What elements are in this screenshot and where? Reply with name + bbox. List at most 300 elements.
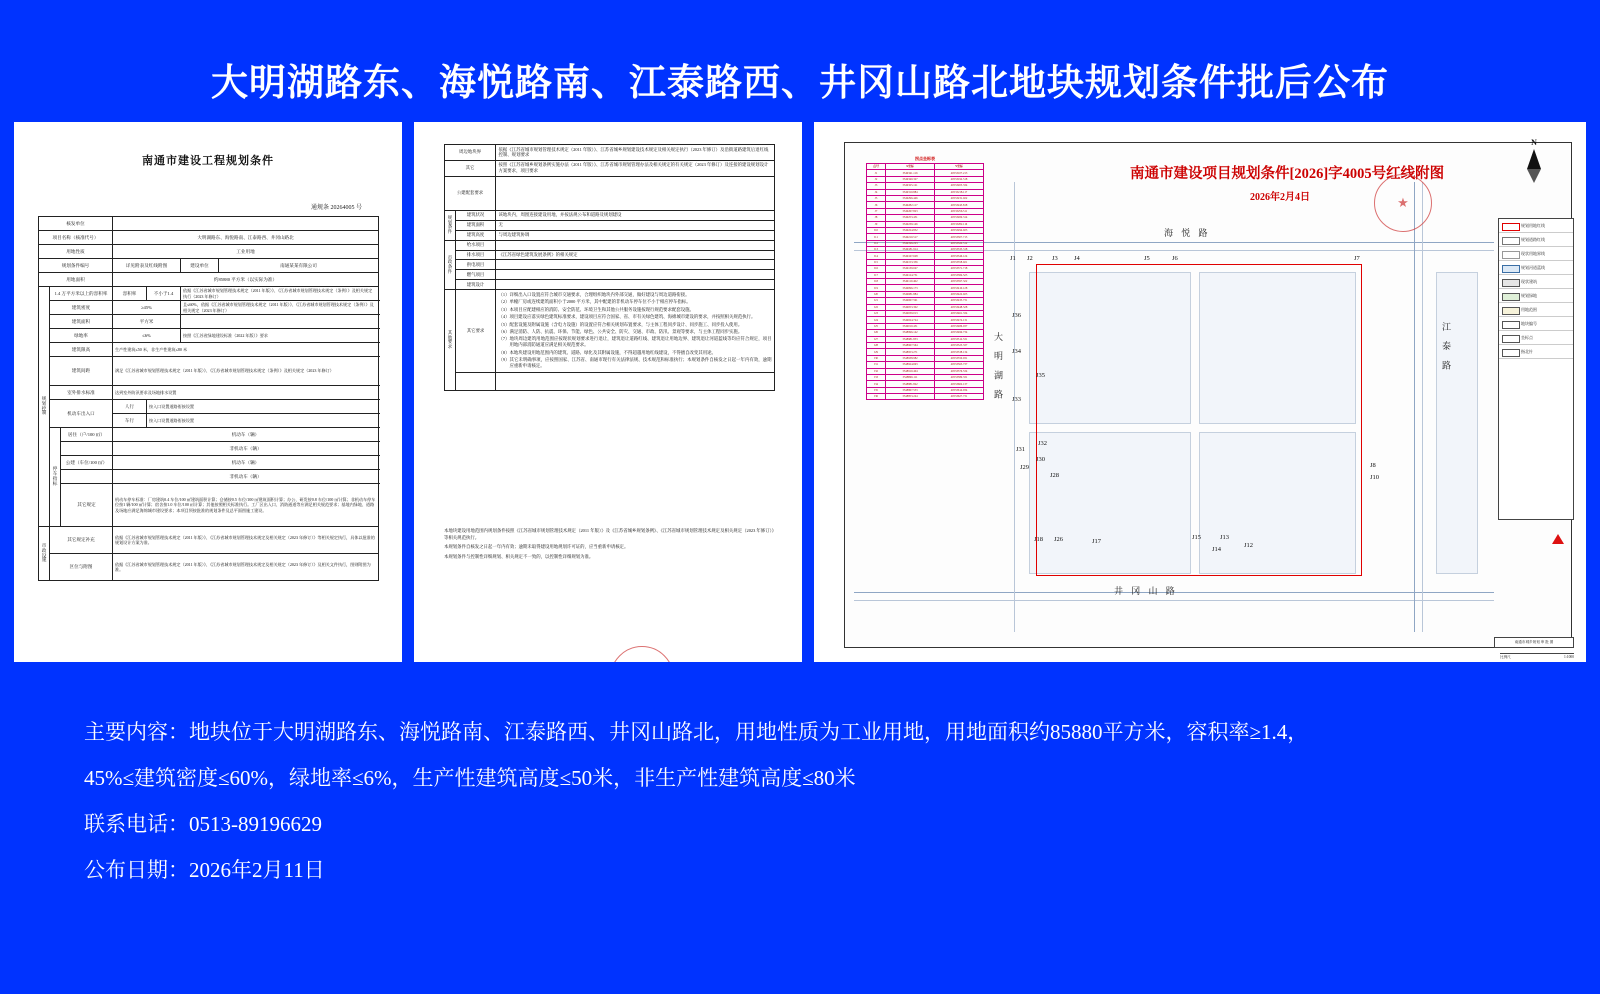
map-title: 南通市建设项目规划条件[2026]字4005号红线附图 (1130, 166, 1445, 182)
coord-cell-id: J36 (867, 394, 886, 400)
list-item: （5） 配套设施及附属设施（含电力设施）的设置应符合相关规划布置要求，与主体工程同步设计、同步施工、同步投入使用。 (498, 321, 743, 327)
coord-cell-y: 40533448.528 (935, 304, 984, 310)
map-seal-star-icon: ★ (1397, 195, 1409, 210)
parking-residential-motor: 机动车（辆） (113, 428, 379, 442)
row-label-builder: 建设单位 (181, 259, 219, 273)
coord-cell-x: 3549010.431 (886, 323, 935, 329)
point-label-j15: J15 (1192, 534, 1202, 541)
legend-label: 现状建筑 (1521, 279, 1537, 284)
row-value-green: ≤6% (113, 329, 181, 343)
row-value-floorarea: 平方米 (113, 315, 181, 329)
road-line-jiangtai-2 (1422, 182, 1423, 632)
summary-label: 主要内容： (84, 720, 189, 744)
coord-cell-y: 40533269.314 (935, 215, 984, 221)
legend-swatch-existing (1502, 251, 1520, 259)
coord-cell-y: 40533461.334 (935, 310, 984, 316)
coord-cell-x: 3549096.173 (886, 285, 935, 291)
footer-line-1: 本地块建设用地范围内规划条件按照《江苏省城市规划管理技术规定（2011 年版）》及《江苏省城乡规划条例》、《江苏省城市规划管理技术规定及相关规定（2023 年修订）》等相关规范执行。 (444, 528, 774, 540)
row-value-other: 机动车停车标准：厂房建筑0.4 车位/100 ㎡建筑面积计算；仓储按0.5 车位/100 ㎡建筑面积计算；办公、研发按0.8 车位/100 ㎡计算；非机动车停车位按1 辆/100 ㎡计算；宿舍按1.0 车位/100 ㎡计算；其他按照相关标准执行。工厂区出入口、消防通道等应满足相关规范要求；基地内绿地、道路及场地应满足海绵城市建设要求；本项目须按批准的规划条件及总平面图施工建设。 (113, 484, 379, 527)
coord-cell-x: 3549224.852 (886, 227, 935, 233)
coord-header-id: 点号 (867, 164, 886, 170)
coord-cell-x: 3549110.462 (886, 279, 935, 285)
legend-item (1499, 233, 1573, 247)
coord-cell-id: J18 (867, 279, 886, 285)
coord-cell-x: 3548910.404 (886, 368, 935, 374)
coord-cell-id: J2 (867, 176, 886, 182)
row-entrance-veh-key: 车行 (113, 414, 147, 428)
coord-cell-id: J20 (867, 291, 886, 297)
coord-cell-x: 3548967.564 (886, 342, 935, 348)
doc-a-title: 南通市建设工程规划条件 (142, 155, 274, 167)
point-label-j14: J14 (1212, 546, 1222, 553)
point-label-j32: J32 (1038, 440, 1048, 447)
footer-line-3: 本规划条件与控制性详细规划、相关规定不一致的，以控制性详细规划为准。 (444, 553, 594, 559)
coord-cell-id: J29 (867, 349, 886, 355)
row-label-build-height: 建筑高度 (456, 230, 496, 240)
row-label-density: 建筑密度 (50, 301, 113, 315)
row-value-design (496, 280, 775, 290)
legend-swatch-building (1502, 279, 1520, 287)
row-floorarea-note (181, 315, 379, 329)
row-value-area: 约85880 平方米（以实际为准） (113, 273, 379, 287)
row-value-water (496, 240, 775, 250)
coord-cell-y: 40533384.525 (935, 272, 984, 278)
road-label-daminghu: 大 明 湖 路 (993, 332, 1003, 403)
doc-b-footer (444, 528, 774, 563)
map-scale-box (1500, 653, 1574, 660)
doc-a-number: 通规条 20264005 号 (310, 205, 362, 211)
coord-cell-y: 40533602.137 (935, 381, 984, 387)
point-label-j6: J6 (1172, 255, 1178, 262)
coord-cell-y: 40533410.128 (935, 285, 984, 291)
row-label-gas: 燃气项目 (456, 270, 496, 280)
coord-cell-y: 40533320.512 (935, 240, 984, 246)
row-far-note: 依据《江苏省城市规划管理技术规定（2011 年版）》、《江苏省城市规划管理技术规定（条例）》及相关规定执行（2023 年修订） (181, 287, 379, 301)
coord-cell-id: J9 (867, 221, 886, 227)
row-value-gas (496, 270, 775, 280)
coord-cell-id: J5 (867, 195, 886, 201)
contact-phone-line: 联系电话：0513-89196629 (84, 812, 322, 836)
coord-cell-y: 40533525.337 (935, 342, 984, 348)
point-label-j29: J29 (1020, 464, 1030, 471)
legend-item (1499, 247, 1573, 261)
row-far-val: 不小于1.4 (147, 287, 181, 301)
notes-list (499, 292, 772, 369)
coord-cell-x: 3549039.013 (886, 310, 935, 316)
coord-cell-id: J11 (867, 234, 886, 240)
point-label-j17: J17 (1092, 538, 1102, 545)
row-value-height: 生产性建筑≤50 米，非生产性建筑≤80 米 (113, 343, 379, 357)
legend-swatch-point (1502, 335, 1520, 343)
doc-b-body (414, 122, 802, 662)
doc-a-table (38, 216, 379, 581)
summary-line-2: 45%≤建筑密度≤60%，绿地率≤6%，生产性建筑高度≤50米，非生产性建筑高度≤80米 (84, 766, 856, 790)
row-label-public-facility: 公建配套要求 (445, 176, 496, 210)
row-label-floorarea: 建筑面积 (50, 315, 113, 329)
publish-date-line: 公布日期：2026年2月11日 (84, 858, 325, 882)
note-text: 满足消防、人防、抗震、环保、节能、绿色、公共安全、防灾、交通、市政、防汛、景观等要求，与主体工程同步实施。 (509, 328, 743, 334)
row-label-green: 绿地率 (50, 329, 113, 343)
row-label-far: 1.4 万平方米以上的容积率 (50, 287, 113, 301)
point-label-j30: J30 (1036, 456, 1046, 463)
coord-cell-x: 3549296.446 (886, 195, 935, 201)
note-text: 其它未明确事项，应按照国家、江苏省、南通市现行有关法律法规、技术规范和标准执行；本规划条件自核发之日起一年内有效，逾期应重新申请核定。 (509, 357, 772, 369)
coord-cell-y: 40533435.731 (935, 298, 984, 304)
side-label-planning-condition: 规划条件 (445, 210, 456, 240)
compass-needle-icon (1527, 149, 1541, 169)
parking-residential-nonmotor: 非机动车（辆） (113, 442, 379, 456)
legend-label: 地块编号 (1521, 321, 1537, 326)
coord-header-x: X坐标 (886, 164, 935, 170)
document-panel-planning-conditions (14, 122, 402, 662)
side-label-parking: 停车指标 (50, 428, 61, 527)
list-item: （9） 其它未明确事项，应按照国家、江苏省、南通市现行有关法律法规、技术规范和标准执行；本规划条件自核发之日起一年内有效，逾期应重新申请核定。 (498, 357, 772, 369)
legend-label: 规划河道蓝线 (1521, 265, 1545, 270)
legend-item (1499, 275, 1573, 289)
document-panel-notes (414, 122, 802, 662)
coord-cell-id: J27 (867, 336, 886, 342)
coord-cell-x: 3548867.533 (886, 387, 935, 393)
coordinate-table (866, 156, 984, 400)
warning-triangle-icon (1552, 534, 1564, 544)
row-label-landuse: 用地性质 (39, 245, 113, 259)
coord-cell-x: 3549341.116 (886, 170, 935, 176)
map-block-east (1436, 272, 1478, 574)
coord-cell-y: 40533589.331 (935, 374, 984, 380)
coord-cell-x: 3548996.142 (886, 330, 935, 336)
legend-swatch-blueline (1502, 265, 1520, 273)
coord-cell-y: 40533538.134 (935, 349, 984, 355)
row-value-project: 大明湖路东、海悦路南、江泰路西、井冈山路北 (113, 231, 379, 245)
row-label-other-b: 其它 (445, 160, 496, 176)
point-label-j35: J35 (1036, 372, 1046, 379)
row-value-build-area: 无 (496, 220, 775, 230)
row-value-surrounding: 依据《江苏省城市规划管理技术规定（2011 年版）》、江苏省城乡规划建设技术规定及相关规定执行（2023 年修订）及沿街道路建筑后退红线控制、规划要求 (496, 145, 775, 161)
coord-cell-y: 40533422.925 (935, 291, 984, 297)
coord-cell-id: J14 (867, 253, 886, 259)
row-value-build-status: 该地块内，周围连接建设用地，并按法规公布和道路及规划建设 (496, 210, 775, 220)
coord-cell-id: J23 (867, 310, 886, 316)
coord-cell-y: 40533294.923 (935, 227, 984, 233)
list-item: （4） 项目建设应落实绿色建筑标准要求，建设项目应符合国家、省、市有关绿色建筑、海绵城市建设的要求，并按照相关规范执行。 (498, 314, 756, 320)
coord-cell-id: J1 (867, 170, 886, 176)
road-label-jinggangshan: 井 冈 山 路 (1114, 586, 1178, 596)
list-item: （7） 地块周边建筑用地范围应按现状规划要求进行退让，建筑退让道路红线、建筑退让用地边界、建筑退让河道蓝线等均应符合规定，项目用地内部消防通道应满足相关规范要求。 (498, 336, 772, 348)
coord-cell-id: J28 (867, 342, 886, 348)
map-panel-redline (814, 122, 1586, 662)
note-text: 本项目应配建相应的消防、安全防范、环境卫生和其他公共服务设施按现行规范要求配套设施。 (509, 306, 694, 312)
row-label-issuer: 核发单位 (39, 217, 113, 231)
coord-cell-x: 3548953.271 (886, 349, 935, 355)
row-label-design: 建筑设计 (456, 280, 496, 290)
coord-cell-y: 40533486.937 (935, 323, 984, 329)
map-legend (1498, 218, 1574, 520)
coord-cell-id: J12 (867, 240, 886, 246)
compass-needle-south-icon (1527, 169, 1541, 183)
point-label-j13: J13 (1220, 534, 1230, 541)
legend-label: 指北针 (1521, 349, 1533, 354)
coord-cell-x: 3548938.982 (886, 355, 935, 361)
row-value-build-height: 与周边建筑协调 (496, 230, 775, 240)
coord-cell-y: 40533550.931 (935, 355, 984, 361)
coord-cell-x: 3549024.724 (886, 317, 935, 323)
coord-cell-y: 40533627.731 (935, 394, 984, 400)
point-label-j26: J26 (1054, 536, 1064, 543)
list-item: （2） 单幢厂房或连续建筑面积小于2000 平方米，其中配建的非机动车停车位不小于相应停车指标。 (498, 299, 691, 305)
point-label-j5: J5 (1144, 255, 1150, 262)
coord-cell-y: 40533499.734 (935, 330, 984, 336)
map-seal-stamp (1374, 174, 1432, 232)
coord-cell-id: J8 (867, 215, 886, 221)
parking-public-key: 公建（车位/100 ㎡） (61, 456, 113, 470)
row-label-spacing: 建筑间距 (50, 357, 113, 386)
coord-cell-y: 40533563.737 (935, 362, 984, 368)
point-label-j4: J4 (1074, 255, 1080, 262)
parking-residential-key2 (61, 442, 113, 456)
official-seal-stamp (610, 646, 674, 662)
coord-cell-y: 40533576.534 (935, 368, 984, 374)
doc-a-body (14, 152, 402, 662)
row-label-entrance: 机动车出入口 (50, 400, 113, 428)
point-label-j36: J36 (1012, 312, 1022, 319)
page-title: 大明湖路东、海悦路南、江泰路西、井冈山路北地块规划条件批后公布 (211, 63, 1389, 104)
row-label-drainage: 室外排水标准 (50, 386, 113, 400)
coord-cell-x: 3549081.884 (886, 291, 935, 297)
point-label-j31: J31 (1016, 446, 1026, 453)
road-line-daminghu (1014, 182, 1015, 632)
coord-cell-y: 40533371.718 (935, 266, 984, 272)
parking-public-key2 (61, 470, 113, 484)
row-label-other3: 区位与附图 (50, 554, 113, 581)
row-label-condition-no: 规划条件编号 (39, 259, 113, 273)
coord-cell-id: J6 (867, 202, 886, 208)
row-entrance-ped-key: 人行 (113, 400, 147, 414)
coordinate-body (867, 170, 984, 400)
coord-cell-id: J30 (867, 355, 886, 361)
scale-label: 比例尺 (1500, 655, 1511, 659)
coord-cell-id: J10 (867, 227, 886, 233)
legend-item (1499, 331, 1573, 345)
doc-b-table (444, 144, 775, 391)
legend-swatch-green (1502, 293, 1520, 301)
side-label-planning-control: 规划控制 (39, 287, 50, 527)
parking-public-motor: 机动车（辆） (113, 456, 379, 470)
coord-cell-x: 3549267.823 (886, 208, 935, 214)
note-text: 项目建设应落实绿色建筑标准要求，建设项目应符合国家、省、市有关绿色建筑、海绵城市建设的要求，并按照相关规范执行。 (509, 314, 756, 320)
coord-cell-x: 3549253.431 (886, 215, 935, 221)
map-date: 2026年2月4日 (1250, 192, 1310, 203)
coord-cell-id: J17 (867, 272, 886, 278)
row-value-condition-no: 详见附表及红线附图 (113, 259, 181, 273)
legend-label: 坐标点 (1521, 335, 1533, 340)
row-label-area: 用地面积 (39, 273, 113, 287)
row-label-drain: 排水项目 (456, 250, 496, 260)
row-label-surrounding: 周边地块界 (445, 145, 496, 161)
coord-header-y: Y坐标 (935, 164, 984, 170)
compass-rose (1514, 138, 1554, 190)
coord-cell-y: 40533192.518 (935, 176, 984, 182)
coord-cell-id: J32 (867, 368, 886, 374)
coord-cell-id: J16 (867, 266, 886, 272)
row-label-height: 建筑限高 (50, 343, 113, 357)
legend-label: 现状用地界线 (1521, 251, 1545, 256)
coord-cell-y: 40533614.934 (935, 387, 984, 393)
row-value-other-b: 按照《江苏省城乡规划条例实施办法（2011 年版）》、江苏省城市规划管理办法及相关规定的有关规定（2023 年修订）及连接的建设规划设计方案要求，项目要求 (496, 160, 775, 176)
row-value-density: ≥45% (113, 301, 181, 315)
coord-cell-y: 40533346.124 (935, 253, 984, 259)
coord-cell-id: J34 (867, 381, 886, 387)
coord-cell-x: 3549210.517 (886, 234, 935, 240)
coord-cell-y: 40533231.022 (935, 195, 984, 201)
row-value-blank (496, 373, 775, 391)
parking-public-nonmotor: 非机动车（辆） (113, 470, 379, 484)
row-label-other2: 其它规定补充 (50, 527, 113, 554)
legend-label: 规划用地红线 (1521, 223, 1545, 228)
note-text: 详细出入口设置应符合城市交通要求，合理组织地块内外部交通，做好建设与周边道路衔接。 (509, 291, 690, 297)
coord-cell-x: 3548881.822 (886, 381, 935, 387)
coord-cell-id: J7 (867, 208, 886, 214)
legend-swatch-scope (1502, 307, 1520, 315)
coord-cell-x: 3549067.591 (886, 298, 935, 304)
row-value-power (496, 260, 775, 270)
map-note-box: 南通市城乡规划 审 批 图 (1494, 637, 1574, 648)
row-value-other3: 依据《江苏省城市规划管理技术规定（2011 年版）》、《江苏省城市规划管理技术规定及相关规定（2023 年修订）》及相关文件执行，图则附图为准。 (113, 554, 379, 581)
row-value-issuer (113, 217, 379, 231)
legend-item (1499, 303, 1573, 317)
coord-cell-id: J3 (867, 183, 886, 189)
legend-item (1499, 317, 1573, 331)
note-text: 单幢厂房或连续建筑面积小于2000 平方米，其中配建的非机动车停车位不小于相应停车指标。 (509, 299, 691, 305)
coord-cell-id: J19 (867, 285, 886, 291)
summary-text-1: 地块位于大明湖路东、海悦路南、江泰路西、井冈山路北，用地性质为工业用地，用地面积约85880平方米，容积率≥1.4， (189, 720, 1309, 744)
row-label-power: 供电项目 (456, 260, 496, 270)
legend-swatch-blockno (1502, 321, 1520, 329)
row-value-builder: 南通某某有限公司 (219, 259, 379, 273)
coord-cell-y: 40533256.511 (935, 208, 984, 214)
coord-cell-x: 3549310.884 (886, 189, 935, 195)
legend-swatch-redline (1502, 223, 1520, 231)
point-label-j28: J28 (1050, 472, 1060, 479)
coord-cell-id: J26 (867, 330, 886, 336)
point-label-j3: J3 (1052, 255, 1058, 262)
map-body (814, 122, 1586, 662)
coord-cell-x: 3548981.853 (886, 336, 935, 342)
legend-swatch-compass (1502, 349, 1520, 357)
coord-cell-id: J13 (867, 247, 886, 253)
coord-cell-x: 3549181.914 (886, 247, 935, 253)
row-label-other: 其它规定 (61, 484, 113, 527)
legend-item (1499, 261, 1573, 275)
coord-cell-y: 40533107.213 (935, 170, 984, 176)
road-label-haiyue: 海 悦 路 (1164, 228, 1211, 238)
coord-cell-y: 40533358.921 (935, 259, 984, 265)
row-value-other2: 依据《江苏省城市规划管理技术规定（2011 年版）》、《江苏省城市规划管理技术规定及相关规定（2023 年修订）》等相关规定执行，具体以批准的规划设计方案为准。 (113, 527, 379, 554)
side-label-municipal-condition: 市政条件 (445, 240, 456, 290)
legend-item (1499, 219, 1573, 233)
notes-cell (496, 290, 775, 373)
coord-cell-y: 40533243.818 (935, 202, 984, 208)
row-entrance-veh-val: 按入口设置道路衔接设置 (147, 414, 379, 428)
coord-cell-id: J31 (867, 362, 886, 368)
list-item: （1） 详细出入口设置应符合城市交通要求，合理组织地块内外部交通，做好建设与周边道路衔接。 (498, 291, 690, 297)
summary-line-1 (84, 712, 1514, 752)
coord-cell-x: 3549196.223 (886, 240, 935, 246)
point-label-j8: J8 (1370, 462, 1376, 469)
side-label-municipal: 市政设施 (39, 527, 50, 581)
legend-label: 用地范围 (1521, 307, 1537, 312)
point-label-j12: J12 (1244, 542, 1254, 549)
coord-cell-id: J4 (867, 189, 886, 195)
point-label-j34: J34 (1012, 348, 1022, 355)
coord-cell-id: J15 (867, 259, 886, 265)
coord-cell-y: 40533397.322 (935, 279, 984, 285)
coord-cell-id: J25 (867, 323, 886, 329)
point-label-j2: J2 (1027, 255, 1033, 262)
coord-cell-x: 3548924.693 (886, 362, 935, 368)
side-label-other-requirements: 其他要求 (445, 290, 456, 391)
coord-cell-y: 40533218.117 (935, 189, 984, 195)
point-label-j33: J33 (1012, 396, 1022, 403)
coord-cell-x: 3549124.751 (886, 272, 935, 278)
coord-cell-x: 3549053.302 (886, 304, 935, 310)
coord-cell-x: 3549239.146 (886, 221, 935, 227)
coord-cell-y: 40533512.531 (935, 336, 984, 342)
coord-cell-id: J21 (867, 298, 886, 304)
coord-cell-id: J35 (867, 387, 886, 393)
row-value-spacing: 满足《江苏省城市规划管理技术规定（2011 年版）》、《江苏省城市规划管理技术规定（条例）》及相关规定（2023 年修订） (113, 357, 379, 386)
coord-cell-y: 40533282.116 (935, 221, 984, 227)
legend-label: 规划道路红线 (1521, 237, 1545, 242)
coord-cell-x: 3549340.327 (886, 176, 935, 182)
row-value-landuse: 工业用地 (113, 245, 379, 259)
row-label-blank (456, 373, 496, 391)
coord-cell-x: 3548896.111 (886, 374, 935, 380)
list-item: （6） 满足消防、人防、抗震、环保、节能、绿色、公共安全、防灾、交通、市政、防汛、景观等要求，与主体工程同步实施。 (498, 328, 743, 334)
list-item: （3） 本项目应配建相应的消防、安全防范、环境卫生和其他公共服务设施按现行规范要求配套设施。 (498, 306, 694, 312)
coord-cell-x: 3548853.244 (886, 394, 935, 400)
legend-item (1499, 289, 1573, 303)
row-label-build-status: 建筑状况 (456, 210, 496, 220)
table-row (867, 394, 984, 400)
row-green-note: 按照《江苏省绿地建设标准（2022 年版）》要求 (181, 329, 379, 343)
compass-north-label: N (1531, 138, 1537, 147)
road-label-jiangtai: 江 泰 路 (1441, 322, 1451, 374)
row-value-drainage: 达到室外防汛要求及场地排水设置 (113, 386, 379, 400)
row-value-drain: 《江苏省绿色建筑发展条例》的相关规定 (496, 250, 775, 260)
point-label-j1: J1 (1010, 255, 1016, 262)
coord-cell-y: 40533205.334 (935, 183, 984, 189)
row-far-key: 容积率 (113, 287, 147, 301)
legend-label: 规划绿地 (1521, 293, 1537, 298)
road-line-jiangtai (1414, 182, 1415, 632)
note-text: 本地块建设用地范围内的建筑、道路、绿化及其附属设施，不得超越用地红线建设，不得擅自改变其用途。 (509, 349, 716, 355)
list-item: （8） 本地块建设用地范围内的建筑、道路、绿化及其附属设施，不得超越用地红线建设，不得擅自改变其用途。 (498, 349, 716, 355)
row-label-water: 给水项目 (456, 240, 496, 250)
redline-boundary (1036, 264, 1362, 576)
bottom-summary (84, 712, 1514, 896)
coord-cell-x: 3549282.117 (886, 202, 935, 208)
row-label-project: 项目名称（核准代号） (39, 231, 113, 245)
coord-cell-id: J22 (867, 304, 886, 310)
coord-cell-id: J33 (867, 374, 886, 380)
row-entrance-ped-val: 按入口设置道路衔接设置 (147, 400, 379, 414)
footer-line-2: 本规划条件自核发之日起一年内有效；逾期未取得建设用地规划许可证的，应当重新申请核定。 (444, 544, 629, 550)
coord-cell-y: 40533474.131 (935, 317, 984, 323)
row-label-notes: 其它要求 (456, 290, 496, 373)
point-label-j7: J7 (1354, 255, 1360, 262)
point-label-j10: J10 (1370, 474, 1380, 481)
row-value-public-facility (496, 176, 775, 210)
